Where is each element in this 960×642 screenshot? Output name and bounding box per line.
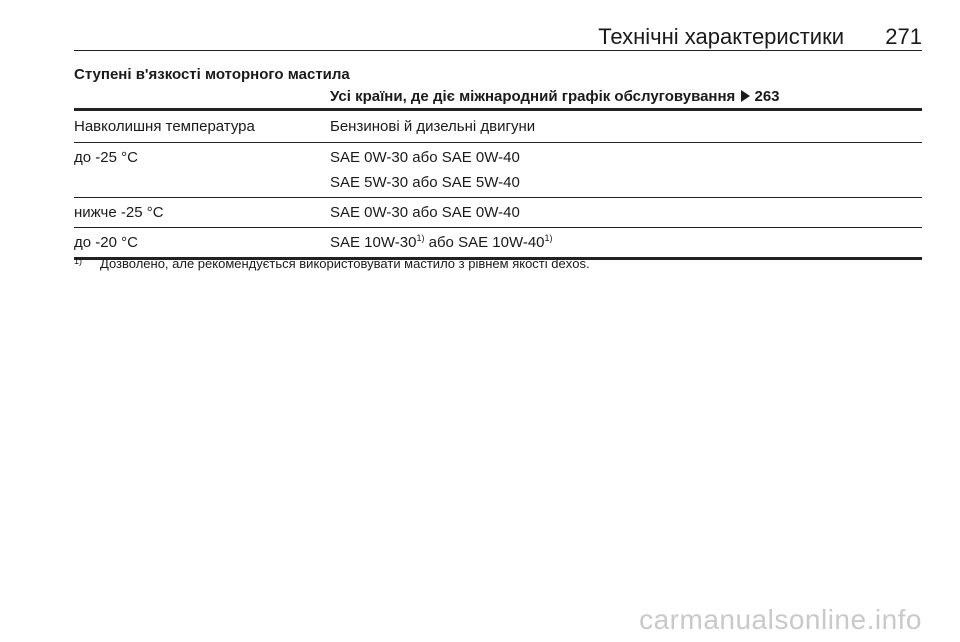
column-header-temperature: Навколишня температура <box>74 118 255 135</box>
table-row <box>74 228 922 257</box>
oil-grade-line: SAE 0W-30 або SAE 0W-40 <box>330 149 520 166</box>
section-title: Ступені в'язкості моторного мастила <box>74 66 350 83</box>
oil-grade-line: SAE 5W-30 або SAE 5W-40 <box>330 174 520 191</box>
oil-grade-a: SAE 10W-30 <box>330 234 417 251</box>
page-number: 271 <box>885 24 922 49</box>
oil-cell <box>330 234 922 252</box>
column-header-engines: Бензинові й дизельні двигуни <box>330 118 536 135</box>
temperature-cell: до -25 °C <box>74 149 138 166</box>
table-row <box>74 143 922 197</box>
temperature-cell: нижче -25 °C <box>74 204 164 221</box>
oil-grade-line <box>330 234 922 252</box>
footnote-text: Дозволено, але рекомендується використовувати мастило з рівнем якості dexos. <box>100 256 590 271</box>
oil-cell <box>330 149 922 192</box>
footnote-ref: 1) <box>544 233 553 243</box>
footnote <box>74 256 590 272</box>
footnote-ref: 1) <box>416 233 425 243</box>
oil-grade-separator: або <box>424 234 459 251</box>
oil-grade-line: SAE 0W-30 або SAE 0W-40 <box>330 204 520 221</box>
table-header-row <box>74 111 922 142</box>
oil-cell <box>330 204 922 222</box>
page-ref-link[interactable]: 263 <box>754 88 780 105</box>
table-caption-text: Усі країни, де діє міжнародний графік обслуговування <box>330 88 736 105</box>
oil-grade-b: SAE 10W-40 <box>458 234 545 251</box>
watermark: carmanualsonline.info <box>639 604 922 635</box>
page-header <box>74 24 922 51</box>
footnote-mark: 1) <box>74 256 83 266</box>
table-row <box>74 198 922 227</box>
viscosity-table <box>74 88 922 260</box>
page-ref-arrow-icon <box>741 90 750 102</box>
page-title: Технічні характеристики <box>598 24 844 49</box>
temperature-cell: до -20 °C <box>74 234 138 251</box>
table-caption <box>74 88 922 108</box>
